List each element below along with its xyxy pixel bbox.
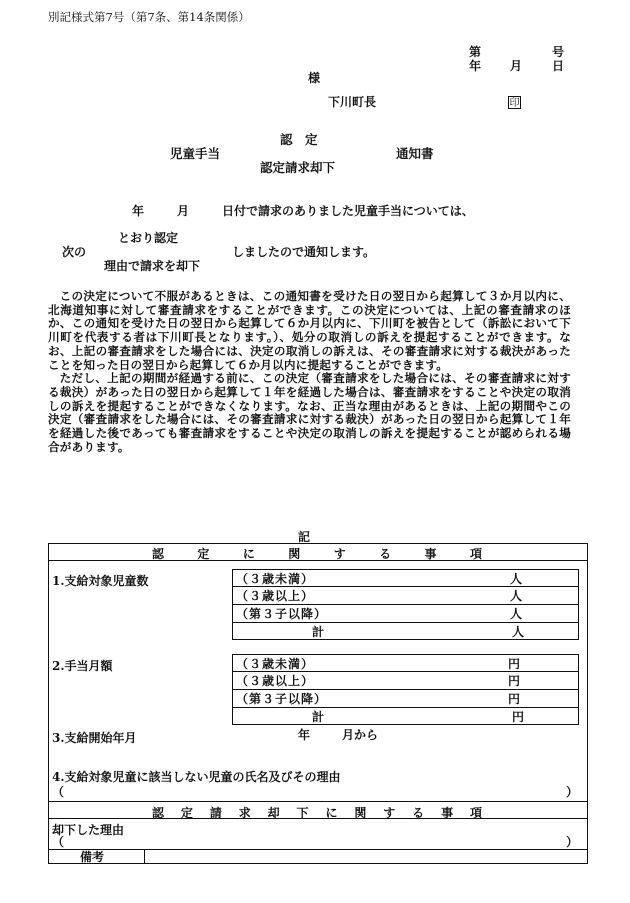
item1-label: 1.支給対象児童数	[52, 574, 149, 588]
kyakka-top-rule	[48, 801, 588, 802]
kyakka-heading-char: 却	[267, 806, 280, 820]
title-left: 児童手当	[170, 146, 221, 161]
nintei-heading-char: 認	[152, 547, 165, 561]
addressee-sama: 様	[308, 71, 321, 85]
item1-rule-3	[232, 622, 579, 623]
item2-rule-1	[232, 671, 579, 672]
nintei-heading-char: す	[333, 547, 346, 561]
kyakka-heading-char: 定	[180, 806, 193, 820]
item4-open-paren: （	[52, 785, 65, 799]
kyakka-reason-label: 却下した理由	[52, 823, 125, 837]
notice-para-2: ただし、上記の期間が経過する前に、この決定（審査請求をした場合には、その審査請求に対する裁決）があった日の翌日から起算して１年を経過した場合は、審査請求をすることや決定の取消しの訴えを提起することができなくなります。なお、正当な理由があるときは、上記の期間やこの決定（審査請求をした場合には、その審査請求に対する裁決）があった日の翌日から起算して１年を経過した後であっても審査請求をすることや決定の取消しの訴えを提起することが認められる場合があります。	[48, 371, 571, 454]
item2-row2-unit: 円	[508, 674, 521, 688]
item1-row1-label: （３歳未満）	[236, 572, 315, 586]
nintei-heading-char: 項	[469, 547, 482, 561]
item1-rule-1	[232, 586, 579, 587]
item1-row2-unit: 人	[510, 589, 523, 603]
kyakka-heading-char: す	[383, 806, 396, 820]
kyakka-heading-char: に	[325, 806, 338, 820]
item2-label: 2.手当月額	[52, 659, 113, 673]
notice-body	[48, 290, 571, 454]
item2-rule-2	[232, 689, 579, 690]
item2-row3-label: （第３子以降）	[236, 692, 328, 706]
item1-total-unit: 人	[512, 625, 525, 639]
kyakka-heading-char: 認	[152, 806, 165, 820]
item1-rule-2	[232, 604, 579, 605]
item2-total-unit: 円	[512, 710, 525, 724]
item4-label: 4.支給対象児童に該当しない児童の氏名及びその理由	[52, 770, 341, 784]
nintei-heading-char: に	[242, 547, 255, 561]
kyakka-open-paren: （	[52, 835, 65, 849]
kyakka-heading-char: る	[412, 806, 425, 820]
notice-para-1: この決定について不服があるときは、この通知書を受けた日の翌日から起算して３か月以内に、北海道知事に対して審査請求をすることができます。この決定については、上記の審査請求のほか、この通知を受けた日の翌日から起算して６か月以内に、下川町を被告として（訴訟において下川町を代表する者は下川町長となります。）、処分の取消しの訴えを提起することができます。なお、上記の審査請求をした場合には、決定の取消しの訴えは、その審査請求に対する裁決があったことを知った日の翌日から起算して６か月以内に提起することができます。	[48, 289, 571, 372]
title-right: 通知書	[396, 146, 434, 161]
item2-rule-3	[232, 707, 579, 708]
form-id: 別記様式第7号（第7条、第14条関係）	[48, 10, 250, 24]
item2-row1-unit: 円	[508, 657, 521, 671]
item1-total-label: 計	[312, 625, 325, 639]
date-month: 月	[510, 59, 523, 73]
item3-year: 年	[298, 728, 311, 742]
kyakka-heading-char: 求	[238, 806, 251, 820]
item1-row3-label: （第３子以降）	[236, 607, 328, 621]
title-bottom: 認定請求却下	[260, 160, 336, 175]
nintei-heading-char: 関	[288, 547, 301, 561]
item2-row1-label: （３歳未満）	[236, 657, 315, 671]
kyakka-close-paren: ）	[566, 835, 579, 849]
title-top: 認 定	[280, 132, 318, 147]
nintei-heading-char: 定	[197, 547, 210, 561]
date-day: 日	[552, 59, 565, 73]
item3-label: 3.支給開始年月	[52, 731, 137, 745]
opening-rest: 日付で請求のありました児童手当については、	[222, 204, 474, 218]
item4-close-paren: ）	[566, 785, 579, 799]
item2-total-label: 計	[312, 710, 325, 724]
item2-row2-label: （３歳以上）	[236, 674, 315, 688]
bikou-divider	[144, 849, 145, 864]
opening-year: 年	[132, 204, 145, 218]
nintei-heading-char: る	[379, 547, 392, 561]
opening-opt-bottom: 理由で請求を却下	[104, 259, 201, 273]
bikou-top-rule	[48, 849, 588, 850]
date-year: 年	[469, 59, 482, 73]
number-dai: 第	[469, 45, 482, 59]
kyakka-heading-rule	[48, 818, 588, 819]
opening-tail: しましたので通知します。	[232, 245, 376, 259]
item1-row1-unit: 人	[510, 572, 523, 586]
item2-row3-unit: 円	[508, 692, 521, 706]
nintei-heading-rule	[48, 560, 588, 561]
number-go: 号	[552, 45, 565, 59]
kyakka-heading-char: 請	[209, 806, 222, 820]
opening-opt-top: とおり認定	[118, 231, 179, 245]
kyakka-heading-char: 項	[469, 806, 482, 820]
ki-mark: 記	[298, 530, 311, 544]
item1-row2-label: （３歳以上）	[236, 589, 315, 603]
item1-row3-unit: 人	[510, 607, 523, 621]
kyakka-heading-char: 関	[354, 806, 367, 820]
nintei-heading-char: 事	[424, 547, 437, 561]
item3-month-from: 月から	[342, 728, 379, 742]
kyakka-heading-char: 事	[441, 806, 454, 820]
sender-name: 下川町長	[328, 95, 377, 109]
bikou-label: 備考	[80, 850, 105, 864]
opening-tsugi: 次の	[62, 245, 87, 259]
opening-month: 月	[177, 204, 190, 218]
kyakka-heading-char: 下	[296, 806, 309, 820]
seal-mark: 印	[509, 98, 520, 109]
